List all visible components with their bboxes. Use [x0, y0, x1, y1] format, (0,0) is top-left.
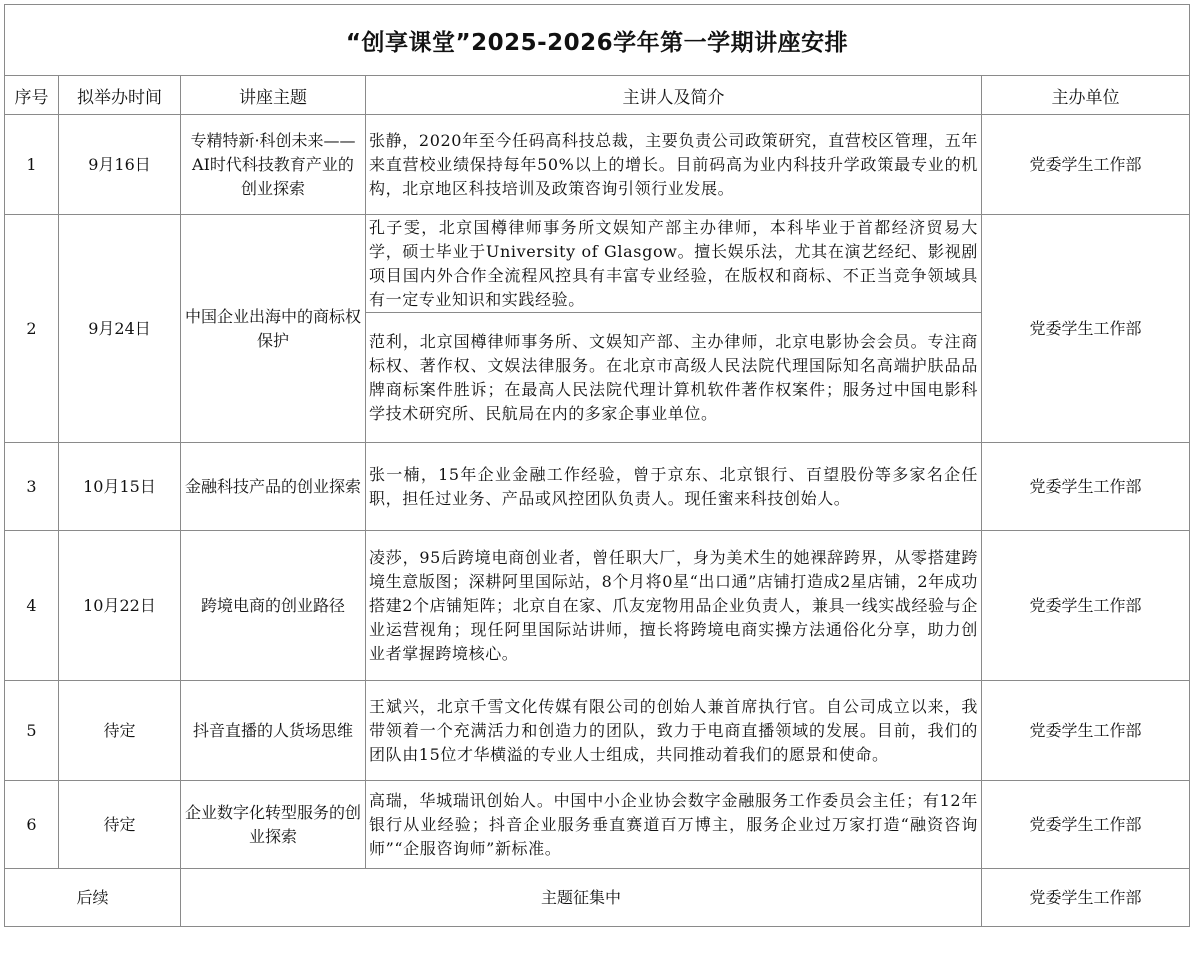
row-organizer: 党委学生工作部	[982, 681, 1190, 781]
footer-label: 后续	[5, 869, 181, 927]
row-speaker-intro: 凌莎，95后跨境电商创业者，曾任职大厂，身为美术生的她裸辞跨界，从零搭建跨境生意版图；深耕阿里国际站，8个月将0星“出口通”店铺打造成2星店铺，2年成功搭建2个店铺矩阵；北京自在家、爪友宠物用品企业负责人，兼具一线实战经验与企业运营视角；现任阿里国际站讲师，擅长将跨境电商实操方法通俗化分享，助力创业者掌握跨境核心。	[366, 531, 982, 681]
row-no: 1	[5, 115, 59, 215]
row-time: 待定	[59, 781, 181, 869]
table-row	[5, 115, 1190, 215]
row-speaker-intro: 孔子雯，北京国樽律师事务所文娱知产部主办律师，本科毕业于首都经济贸易大学，硕士毕业于University of Glasgow。擅长娱乐法，尤其在演艺经纪、影视剧项目国内外合作全流程风控具有丰富专业经验，在版权和商标、不正当竞争领域具有一定专业知识和实践经验。	[366, 215, 982, 313]
footer-content: 主题征集中	[181, 869, 982, 927]
row-time: 9月16日	[59, 115, 181, 215]
row-no: 3	[5, 443, 59, 531]
row-speaker-intro: 张一楠，15年企业金融工作经验，曾于京东、北京银行、百望股份等多家名企任职，担任过业务、产品或风控团队负责人。现任蜜来科技创始人。	[366, 443, 982, 531]
row-organizer: 党委学生工作部	[982, 531, 1190, 681]
table-row	[5, 443, 1190, 531]
row-topic: 中国企业出海中的商标权保护	[181, 215, 366, 443]
row-time: 10月15日	[59, 443, 181, 531]
header-topic: 讲座主题	[181, 76, 366, 115]
row-organizer: 党委学生工作部	[982, 115, 1190, 215]
schedule-sheet	[4, 4, 1189, 927]
table-row	[5, 781, 1190, 869]
header-speaker: 主讲人及简介	[366, 76, 982, 115]
row-topic: 抖音直播的人货场思维	[181, 681, 366, 781]
table-row	[5, 681, 1190, 781]
row-speaker-intro: 王斌兴，北京千雪文化传媒有限公司的创始人兼首席执行官。自公司成立以来，我带领着一个充满活力和创造力的团队，致力于电商直播领域的发展。目前，我们的团队由15位才华横溢的专业人士组成，共同推动着我们的愿景和使命。	[366, 681, 982, 781]
table-row	[5, 531, 1190, 681]
row-time: 待定	[59, 681, 181, 781]
header-no: 序号	[5, 76, 59, 115]
row-organizer: 党委学生工作部	[982, 443, 1190, 531]
row-no: 6	[5, 781, 59, 869]
row-topic: 跨境电商的创业路径	[181, 531, 366, 681]
lecture-schedule-table	[4, 4, 1190, 927]
footer-row	[5, 869, 1190, 927]
table-title: “创享课堂”2025-2026学年第一学期讲座安排	[5, 5, 1190, 76]
header-time: 拟举办时间	[59, 76, 181, 115]
footer-organizer: 党委学生工作部	[982, 869, 1190, 927]
row-no: 2	[5, 215, 59, 443]
row-speaker-intro: 范利，北京国樽律师事务所、文娱知产部、主办律师，北京电影协会会员。专注商标权、著作权、文娱法律服务。在北京市高级人民法院代理国际知名高端护肤品品牌商标案件胜诉；在最高人民法院代理计算机软件著作权案件；服务过中国电影科学技术研究所、民航局在内的多家企事业单位。	[366, 313, 982, 443]
row-no: 4	[5, 531, 59, 681]
row-topic: 专精特新·科创未来——AI时代科技教育产业的创业探索	[181, 115, 366, 215]
row-time: 9月24日	[59, 215, 181, 443]
row-speaker-intro: 张静，2020年至今任码高科技总裁，主要负责公司政策研究，直营校区管理，五年来直营校业绩保持每年50%以上的增长。目前码高为业内科技升学政策最专业的机构，北京地区科技培训及政策咨询引领行业发展。	[366, 115, 982, 215]
row-topic: 企业数字化转型服务的创业探索	[181, 781, 366, 869]
row-organizer: 党委学生工作部	[982, 215, 1190, 443]
table-row	[5, 215, 1190, 313]
row-no: 5	[5, 681, 59, 781]
row-topic: 金融科技产品的创业探索	[181, 443, 366, 531]
row-speaker-intro: 高瑞，华城瑞讯创始人。中国中小企业协会数字金融服务工作委员会主任；有12年银行从业经验；抖音企业服务垂直赛道百万博主，服务企业过万家打造“融资咨询师”“企服咨询师”新标准。	[366, 781, 982, 869]
header-organizer: 主办单位	[982, 76, 1190, 115]
row-organizer: 党委学生工作部	[982, 781, 1190, 869]
row-time: 10月22日	[59, 531, 181, 681]
header-row	[5, 76, 1190, 115]
